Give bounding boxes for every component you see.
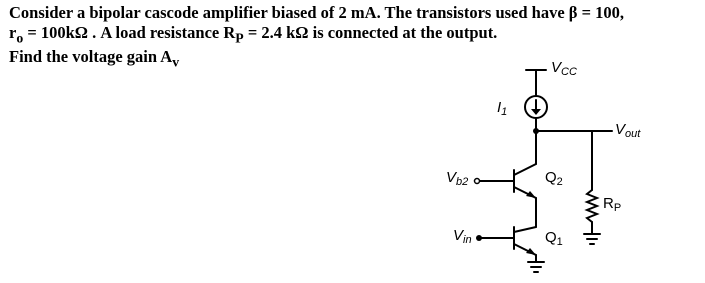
vin-terminal-dot [476,235,482,241]
vin-label: $V_{in}$ [453,227,472,246]
q1-collector [514,227,536,232]
vout-label: $V_{out}$ [615,121,641,140]
load-resistor-zigzag [587,190,597,222]
vb2-label: $V_{b2}$ [446,169,469,188]
av-subscript: v [172,54,180,70]
problem-line-1: Consider a bipolar cascode amplifier biased of 2 mA. The transistors used have β = 100, [9,3,625,22]
q1-label: $Q_1$ [545,229,563,248]
problem-line-3-text: Find the voltage gain A [9,47,173,67]
output-node-dot [533,128,539,134]
q1-emitter-arrow [526,248,536,255]
vcc-label: $V_{CC}$ [551,59,577,78]
q2-collector [514,164,536,175]
ro-symbol: r [9,22,17,42]
rp-label: $R_P$ [603,195,622,214]
q2-emitter-arrow [526,191,536,198]
ro-subscript: o [16,29,24,45]
problem-line-2-text: = 100kΩ . A load resistance R [23,22,236,42]
rp-subscript-text: P [235,29,244,45]
current-source-arrowhead [531,109,541,115]
i1-label: $I_1$ [497,99,508,118]
vb2-terminal [475,179,480,184]
problem-line-2-tail: = 2.4 kΩ is connected at the output. [243,22,498,42]
q2-label: $Q_2$ [545,169,563,188]
